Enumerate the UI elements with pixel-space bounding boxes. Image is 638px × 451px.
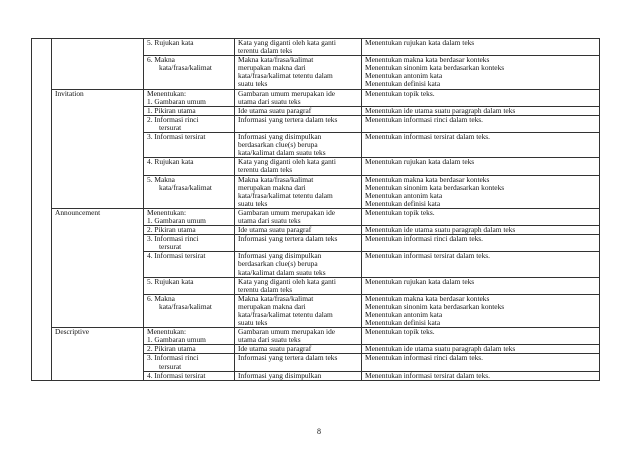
indicator-line: Menentukan: [147, 89, 186, 98]
table-row [32, 328, 600, 345]
table-row [32, 89, 600, 106]
indicator-line: Menentukan: [147, 208, 186, 217]
indicator-line: 1. Gambaran umum [147, 215, 206, 225]
objective-cell [362, 252, 600, 277]
description-line: Informasi yang tertera dalam teks [238, 115, 338, 124]
description-cell [235, 328, 362, 345]
objective-line: Menentukan informasi rinci dalam teks. [365, 234, 484, 244]
indicator-line: 3. Informasi rinci [147, 353, 199, 363]
description-line: Informasi yang tertera dalam teks [238, 353, 338, 363]
description-line: Informasi yang disimpulkan [238, 371, 322, 380]
objective-cell [362, 106, 600, 115]
description-line: Ide utama suatu paragraf [238, 344, 312, 354]
description-line: utama dari suatu teks [238, 335, 301, 345]
description-line: Informasi yang disimpulkan [238, 132, 322, 142]
description-line: merupakan makna dari [238, 182, 306, 192]
description-line: Gambaran umum merupakan ide [238, 89, 336, 98]
indicator-cell [144, 354, 235, 371]
description-cell [235, 115, 362, 132]
indicator-line: 6. Makna [147, 55, 175, 65]
description-line: utama dari suatu teks [238, 215, 301, 225]
objective-line: Menentukan informasi tersirat dalam teks. [365, 251, 490, 261]
objective-cell [362, 354, 600, 371]
indicator-line: 1. Pikiran utama [147, 106, 196, 115]
description-line: suatu teks [238, 198, 268, 208]
description-line: Kata yang diganti oleh kata ganti [238, 277, 336, 286]
genre-cell: Announcement [52, 208, 144, 327]
indicator-line: kata/frasa/kalimat [159, 182, 212, 192]
objective-cell [362, 277, 600, 294]
description-line: Gambaran umum merupakan ide [238, 208, 336, 217]
objective-line: Menentukan definisi kata [365, 318, 441, 328]
objective-line: Menentukan rujukan kata dalam teks [365, 277, 475, 286]
objective-line: Menentukan rujukan kata dalam teks [365, 157, 475, 167]
objective-line: Menentukan sinonim kata berdasarkan konteks [365, 301, 505, 311]
table-row [32, 39, 600, 56]
indicator-cell [144, 294, 235, 327]
indicator-line: 1. Gambaran umum [147, 335, 206, 345]
indicator-cell [144, 371, 235, 380]
objective-cell [362, 56, 600, 89]
indicator-line: 2. Pikiran utama [147, 344, 196, 354]
indicator-cell [144, 56, 235, 89]
number-column-cell [32, 39, 52, 381]
description-line: Kata yang diganti oleh kata ganti [238, 38, 336, 47]
objective-cell [362, 226, 600, 235]
indicator-line: 5. Rujukan kata [147, 38, 194, 47]
objective-line: Menentukan informasi rinci dalam teks. [365, 115, 484, 124]
table-row [32, 208, 600, 225]
description-line: kata/kalimat dalam suatu teks [238, 148, 326, 158]
description-line: kata/frasa/kalimat tetentu dalam [238, 71, 333, 81]
objective-cell [362, 115, 600, 132]
indicator-cell [144, 252, 235, 277]
indicator-line: kata/frasa/kalimat [159, 63, 212, 73]
description-cell [235, 252, 362, 277]
indicator-line: 6. Makna [147, 294, 175, 303]
objective-cell [362, 345, 600, 354]
description-cell [235, 56, 362, 89]
indicator-line: 3. Informasi tersirat [147, 132, 206, 142]
indicator-line: tersurat [159, 122, 182, 132]
indicator-line: 2. Pikiran utama [147, 225, 196, 235]
objective-line: Menentukan topik teks. [365, 208, 435, 217]
indicator-line: 3. Informasi rinci [147, 234, 199, 244]
genre-cell: Descriptive [52, 328, 144, 381]
description-line: utama dari suatu teks [238, 96, 301, 106]
description-line: Makna kata/frasa/kalimat [238, 175, 314, 184]
description-line: Makna kata/frasa/kalimat [238, 294, 314, 303]
objective-line: Menentukan sinonim kata berdasarkan konteks [365, 182, 505, 192]
indicator-line: 4. Informasi tersirat [147, 371, 206, 380]
description-line: kata/frasa/kalimat tetentu dalam [238, 190, 333, 200]
indicator-line: 5. Makna [147, 175, 175, 184]
indicator-cell [144, 89, 235, 106]
genre-cell: Invitation [52, 89, 144, 208]
indicator-cell [144, 226, 235, 235]
objective-cell [362, 175, 600, 208]
description-cell [235, 133, 362, 158]
objective-cell [362, 89, 600, 106]
objective-line: Menentukan topik teks. [365, 327, 435, 337]
description-line: berdasarkan clue(s) berupa [238, 259, 318, 269]
description-line: berdasarkan clue(s) berupa [238, 140, 318, 150]
objective-cell [362, 235, 600, 252]
objective-cell [362, 158, 600, 175]
objective-line: Menentukan informasi tersirat dalam teks. [365, 371, 490, 380]
objective-line: Menentukan antonim kata [365, 310, 443, 319]
objective-cell [362, 294, 600, 327]
description-cell [235, 277, 362, 294]
objective-line: Menentukan definisi kata [365, 79, 441, 89]
objective-line: Menentukan informasi tersirat dalam teks. [365, 132, 490, 142]
indicator-line: tersurat [159, 242, 182, 252]
indicator-cell [144, 39, 235, 56]
table-body [32, 39, 600, 381]
description-cell [235, 106, 362, 115]
objective-line: Menentukan topik teks. [365, 89, 435, 98]
description-line: Ide utama suatu paragraf [238, 225, 312, 235]
indicator-line: 5. Rujukan kata [147, 277, 194, 286]
description-line: terentu dalam teks [238, 284, 293, 294]
description-line: suatu teks [238, 79, 268, 89]
description-line: merupakan makna dari [238, 301, 306, 311]
objective-cell [362, 371, 600, 380]
objective-cell [362, 208, 600, 225]
description-line: Ide utama suatu paragraf [238, 106, 312, 115]
description-cell [235, 345, 362, 354]
indicator-line: kata/frasa/kalimat [159, 301, 212, 311]
indicator-cell [144, 208, 235, 225]
objective-cell [362, 39, 600, 56]
objective-line: Menentukan makna kata berdasar konteks [365, 294, 490, 303]
description-cell [235, 354, 362, 371]
description-cell [235, 371, 362, 380]
description-cell [235, 226, 362, 235]
description-cell [235, 89, 362, 106]
description-cell [235, 175, 362, 208]
objective-cell [362, 328, 600, 345]
objective-line: Menentukan antonim kata [365, 190, 443, 200]
objective-line: Menentukan sinonim kata berdasarkan konteks [365, 63, 505, 73]
description-line: Makna kata/frasa/kalimat [238, 55, 314, 65]
description-line: terentu dalam teks [238, 165, 293, 175]
genre-cell [52, 39, 144, 90]
indicator-cell [144, 158, 235, 175]
objective-line: Menentukan ide utama suatu paragraph dalam teks [365, 344, 516, 354]
description-line: kata/frasa/kalimat tetentu dalam [238, 310, 333, 319]
objective-line: Menentukan informasi rinci dalam teks. [365, 353, 484, 363]
indicator-line: 2. Informasi rinci [147, 115, 199, 124]
indicator-cell [144, 328, 235, 345]
objective-line: Menentukan rujukan kata dalam teks [365, 38, 475, 47]
page-number: 8 [317, 427, 321, 436]
description-line: Gambaran umum merupakan ide [238, 327, 336, 337]
description-line: merupakan makna dari [238, 63, 306, 73]
description-line: Informasi yang tertera dalam teks [238, 234, 338, 244]
indicator-cell [144, 345, 235, 354]
objective-line: Menentukan definisi kata [365, 198, 441, 208]
description-line: terentu dalam teks [238, 46, 293, 56]
description-line: kata/kalimat dalam suatu teks [238, 267, 326, 277]
indicator-cell [144, 115, 235, 132]
description-line: suatu teks [238, 318, 268, 328]
description-line: Informasi yang disimpulkan [238, 251, 322, 261]
indicator-line: tersurat [159, 361, 182, 371]
description-cell [235, 294, 362, 327]
indicator-cell [144, 133, 235, 158]
description-line: Kata yang diganti oleh kata ganti [238, 157, 336, 167]
objective-line: Menentukan makna kata berdasar konteks [365, 55, 490, 65]
description-cell [235, 158, 362, 175]
objective-line: Menentukan antonim kata [365, 71, 443, 81]
indicator-cell [144, 106, 235, 115]
objective-cell [362, 133, 600, 158]
indicator-line: 1. Gambaran umum [147, 96, 206, 106]
description-cell [235, 208, 362, 225]
indicator-cell [144, 235, 235, 252]
indicator-cell [144, 175, 235, 208]
indicator-line: Menentukan: [147, 327, 186, 337]
indicator-line: 4. Informasi tersirat [147, 251, 206, 261]
indicator-line: 4. Rujukan kata [147, 157, 194, 167]
objective-line: Menentukan ide utama suatu paragraph dalam teks [365, 106, 516, 115]
indicator-cell [144, 277, 235, 294]
objective-line: Menentukan makna kata berdasar konteks [365, 175, 490, 184]
description-cell [235, 235, 362, 252]
indicator-table [31, 38, 600, 381]
objective-line: Menentukan ide utama suatu paragraph dalam teks [365, 225, 516, 235]
description-cell [235, 39, 362, 56]
